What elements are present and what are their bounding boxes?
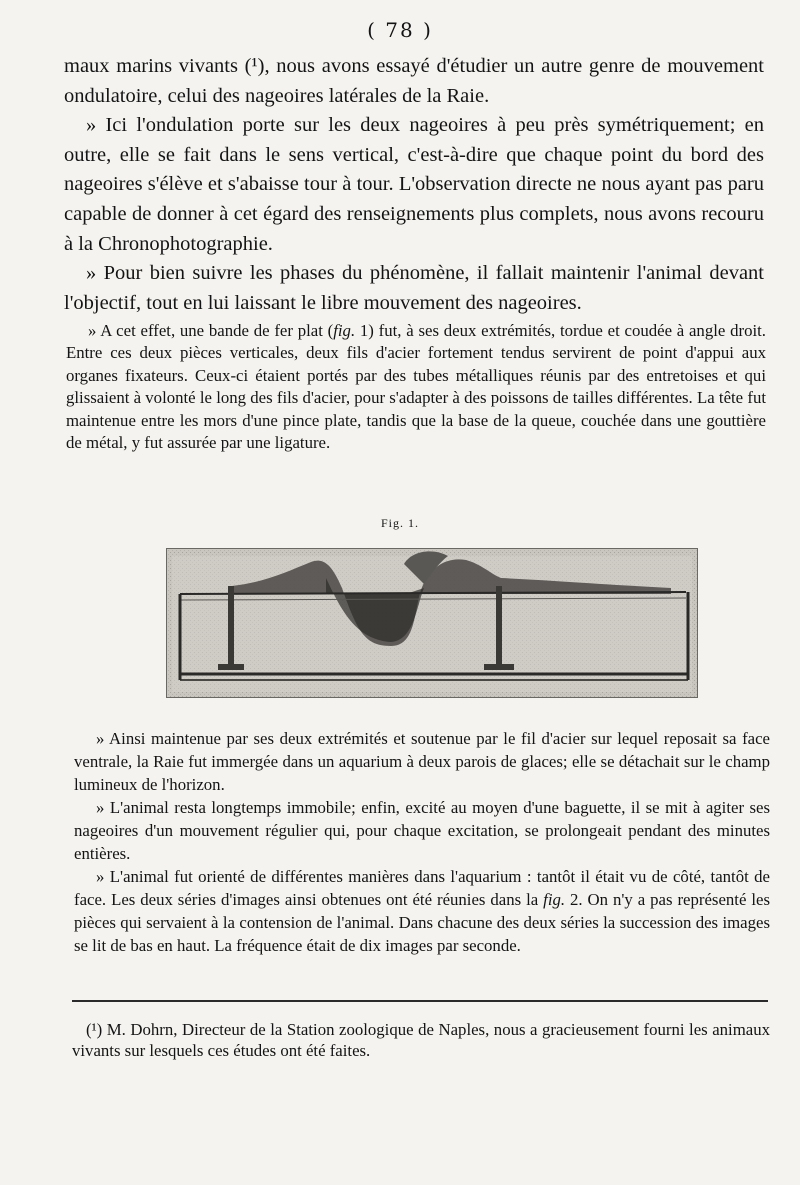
paragraph: » Ici l'ondulation porte sur les deux nageoires à peu près symétriquement; en outre, elle se fait dans le sens vertical, c'est-à-dire que chaque point du bord des nageoires s'élève et s'abaisse tour à tour. L'observation directe ne nous ayant pas paru capable de donner à cet égard des renseignements plus complets, nous avons recouru à la Chronophotographie. bbox=[64, 114, 764, 255]
footnote: (¹) M. Dohrn, Directeur de la Station zoologique de Naples, nous a gracieusement fourni les animaux vivants sur lesquels ces études ont été faites. bbox=[72, 1020, 770, 1060]
small-text-block bbox=[66, 320, 766, 454]
paragraph: » Ainsi maintenue par ses deux extrémités et soutenue par le fil d'acier sur lequel reposait sa face ventrale, la Raie fut immergée dans un aquarium à deux parois de glaces; elle se détachait sur le champ lumineux de l'horizon. bbox=[74, 729, 770, 794]
paragraph: maux marins vivants (¹), nous avons essayé d'étudier un autre genre de mouvement ondulatoire, celui des nageoires latérales de la Raie. bbox=[64, 55, 764, 107]
fig-reference: fig. bbox=[543, 890, 566, 909]
fig-reference: fig. bbox=[333, 321, 356, 340]
text-run: 2. On n'y a pas représenté les pièces qui servaient à la contension de l'animal. Dans chacune des deux séries la succession des images se lit de bas en haut. La fréquence était de dix images par seconde. bbox=[74, 890, 770, 955]
footnote-divider bbox=[72, 1000, 768, 1002]
figure-ray-apparatus bbox=[166, 548, 698, 698]
large-text-block bbox=[64, 52, 764, 318]
text-run: » L'animal fut orienté de différentes manières dans l'aquarium : tantôt il était vu de côté, tantôt de face. Les deux séries d'images ainsi obtenues ont été réunies dans la bbox=[74, 867, 770, 909]
paragraph bbox=[66, 320, 766, 454]
ray-apparatus-illustration bbox=[166, 548, 698, 698]
page-number: ( 78 ) bbox=[367, 18, 433, 42]
text-run: 1) fut, à ses deux extrémités, tordue et coudée à angle droit. Entre ces deux pièces verticales, deux fils d'acier fortement tendus servirent de point d'appui aux organes fixateurs. Ceux-ci étaient portés par des tubes métalliques réunis par des entretoises et qui glissaient à volonté le long des fils d'acier, pour s'adapter à des poissons de tailles différentes. La tête fut maintenue entre les mors d'une pince plate, tandis que la base de la queue, couchée dans une gouttière de métal, y fut assurée par une ligature. bbox=[66, 321, 766, 453]
paragraph: » Pour bien suivre les phases du phénomène, il fallait maintenir l'animal devant l'objectif, tout en lui laissant le libre mouvement des nageoires. bbox=[64, 262, 764, 314]
figure-caption: Fig. 1. bbox=[380, 516, 419, 530]
paragraph: » L'animal resta longtemps immobile; enfin, excité au moyen d'une baguette, il se mit à agiter ses nageoires d'un mouvement régulier qui, pour chaque excitation, se prolongeait pendant des minutes entières. bbox=[74, 798, 770, 863]
paragraph bbox=[74, 865, 770, 957]
text-run: » A cet effet, une bande de fer plat ( bbox=[88, 321, 334, 340]
small-text-block bbox=[74, 727, 770, 957]
